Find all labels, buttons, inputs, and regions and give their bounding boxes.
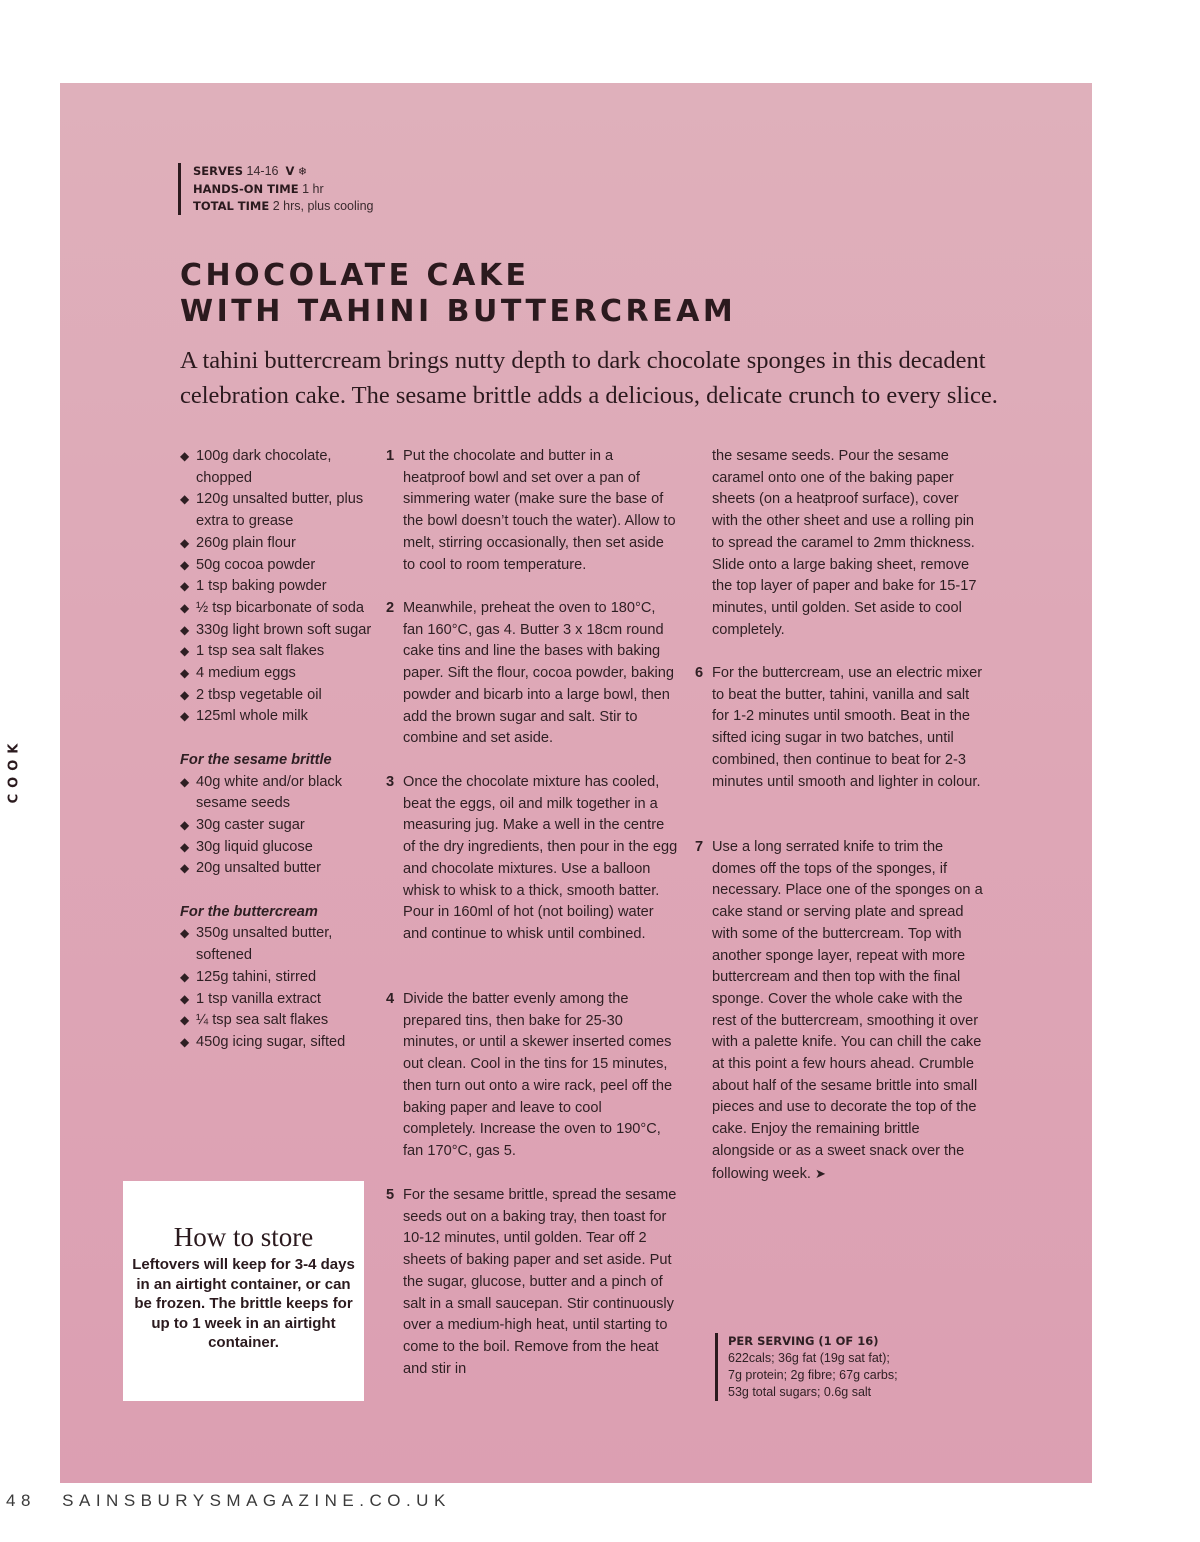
ingredient-text: 125ml whole milk <box>196 708 308 725</box>
section-label-text: COOK <box>6 737 22 803</box>
ingredient-text: 30g caster sugar <box>196 816 305 833</box>
step-number: 2 <box>386 600 395 616</box>
method-step <box>386 1185 678 1380</box>
method-step-continued <box>695 446 985 663</box>
diamond-bullet-icon: ◆ <box>180 774 190 789</box>
ingredient-item <box>180 446 375 489</box>
recipe-intro: A tahini buttercream brings nutty depth to dark chocolate sponges in this decadent celebration cake. The sesame brittle adds a delicious, delicate crunch to every slice. <box>180 347 998 409</box>
ingredient-text: 1 tsp baking powder <box>196 578 327 595</box>
ingredient-text: 1 tsp vanilla extract <box>196 990 321 1007</box>
diamond-bullet-icon: ◆ <box>180 622 190 637</box>
ingredient-item <box>180 815 375 837</box>
step-text: Use a long serrated knife to trim the domes off the tops of the sponges, if necessary. Place one of the sponges on a cake stand or serving plate and spread with some of the buttercream. Top with another sponge layer, repeat with more buttercream and then top with the final sponge. Cover the whole cake with the rest of the buttercream, smoothing it over with a palette knife. You can chill the cake at this point a few hours ahead. Crumble about half of the sesame brittle into small pieces and use to decorate the top of the cake. Enjoy the remaining brittle alongside or as a sweet snack over the following week. <box>712 839 983 1182</box>
diamond-bullet-icon: ◆ <box>180 991 190 1006</box>
ingredient-text: ¼ tsp sea salt flakes <box>196 1012 329 1029</box>
serves-label: SERVES <box>193 164 244 178</box>
total-time-row <box>193 198 373 215</box>
ingredient-item <box>180 576 375 598</box>
diamond-bullet-icon: ◆ <box>180 492 190 507</box>
site-url[interactable]: SAINSBURYSMAGAZINE.CO.UK <box>62 1491 451 1510</box>
recipe-meta <box>178 163 373 215</box>
step-number: 3 <box>386 774 395 790</box>
diamond-bullet-icon: ◆ <box>180 1013 190 1028</box>
ingredient-text: 100g dark chocolate, chopped <box>196 448 332 486</box>
method-column-right <box>695 446 985 1185</box>
section-label <box>4 730 24 810</box>
buttercream-heading: For the buttercream <box>180 903 318 920</box>
how-to-store-heading: How to store <box>173 1222 314 1252</box>
serves-row <box>193 163 373 181</box>
method-step <box>386 989 678 1185</box>
diamond-bullet-icon: ◆ <box>180 969 190 984</box>
page-number: 48 <box>6 1491 36 1510</box>
diamond-bullet-icon: ◆ <box>180 600 190 615</box>
ingredient-item <box>180 923 375 966</box>
step-text: Meanwhile, preheat the oven to 180°C, fan 160°C, gas 4. Butter 3 x 18cm round cake tins and line the bases with baking paper. Sift the flour, cocoa powder, baking powder and bicarb into a large bowl, then add the brown sugar and salt. Stir to combine and set aside. <box>403 600 674 747</box>
ingredient-text: 330g light brown soft sugar <box>196 621 372 638</box>
nutrition-heading: PER SERVING (1 OF 16) <box>728 1334 879 1348</box>
ingredient-text: 4 medium eggs <box>196 665 296 682</box>
nutrition-info <box>715 1333 898 1401</box>
nutrition-line: 7g protein; 2g fibre; 67g carbs; <box>728 1368 898 1382</box>
method-step <box>386 772 678 989</box>
nutrition-line: 622cals; 36g fat (19g sat fat); <box>728 1351 890 1365</box>
ingredient-text: 450g icing sugar, sifted <box>196 1033 346 1050</box>
ingredient-item <box>180 685 375 707</box>
step-text: For the sesame brittle, spread the sesame seeds out on a baking tray, then toast for 10-12 minutes, until golden. Tear off 2 sheets of baking paper and set aside. Put the sugar, glucose, butter and a pinch of salt in a small saucepan. Stir continuously over a medium-high heat, until starting to come to the boil. Remove from the heat and stir in <box>403 1187 677 1377</box>
step-number: 5 <box>386 1187 395 1203</box>
ingredient-item <box>180 967 375 989</box>
ingredient-text: 260g plain flour <box>196 534 296 551</box>
ingredient-text: 120g unsalted butter, plus extra to grease <box>196 491 364 530</box>
ingredient-item <box>180 1032 375 1054</box>
ingredient-text: 20g unsalted butter <box>196 860 321 877</box>
ingredients-brittle-list <box>180 772 375 881</box>
recipe-title <box>180 258 736 330</box>
ingredient-item <box>180 663 375 685</box>
method-column-middle <box>386 446 678 1380</box>
page-footer <box>6 1491 451 1511</box>
diamond-bullet-icon: ◆ <box>180 817 190 832</box>
ingredient-item <box>180 533 375 555</box>
ingredients-buttercream-list <box>180 923 375 1053</box>
ingredient-item <box>180 989 375 1011</box>
ingredients-column <box>180 446 375 1054</box>
diamond-bullet-icon: ◆ <box>180 1034 190 1049</box>
diamond-bullet-icon: ◆ <box>180 839 190 854</box>
step-text: Divide the batter evenly among the prepared tins, then bake for 25-30 minutes, or until a skewer inserted comes out clean. Cool in the tins for 15 minutes, then turn out onto a wire rack, peel off the baking paper and leave to cool completely. Increase the oven to 190°C, fan 170°C, gas 5. <box>403 991 673 1159</box>
ingredient-text: 30g liquid glucose <box>196 838 313 855</box>
ingredient-text: 50g cocoa powder <box>196 556 316 573</box>
ingredient-item <box>180 555 375 577</box>
ingredient-item <box>180 706 375 728</box>
step-number: 1 <box>386 448 395 464</box>
ingredient-item <box>180 620 375 642</box>
hands-on-value: 1 hr <box>302 182 324 196</box>
snowflake-icon: ❄ <box>297 166 308 178</box>
method-step <box>386 598 678 772</box>
ingredient-item <box>180 489 375 532</box>
ingredient-text: 2 tbsp vegetable oil <box>196 686 322 703</box>
ingredient-item <box>180 837 375 859</box>
title-line-2: WITH TAHINI BUTTERCREAM <box>180 294 737 329</box>
step-text: the sesame seeds. Pour the sesame caramel onto one of the baking paper sheets (on a heatproof surface), cover with the other sheet and use a rolling pin to spread the caramel to 2mm thickness. Slide onto a large baking sheet, remove the top layer of paper and bake for 15-17 minutes, until golden. Set aside to cool completely. <box>712 448 977 638</box>
diamond-bullet-icon: ◆ <box>180 557 190 572</box>
step-number: 4 <box>386 991 395 1007</box>
diamond-bullet-icon: ◆ <box>180 666 190 681</box>
diamond-bullet-icon: ◆ <box>180 926 190 941</box>
ingredient-item <box>180 858 375 880</box>
ingredient-item <box>180 641 375 663</box>
vegetarian-badge: V <box>285 164 295 178</box>
step-number: 7 <box>695 839 704 855</box>
step-number: 6 <box>695 665 704 681</box>
ingredient-item <box>180 598 375 620</box>
ingredient-text: 40g white and/or black sesame seeds <box>196 773 343 812</box>
hands-on-row <box>193 181 373 198</box>
title-line-1: CHOCOLATE CAKE <box>180 258 530 293</box>
ingredients-main-list <box>180 446 375 728</box>
diamond-bullet-icon: ◆ <box>180 579 190 594</box>
diamond-bullet-icon: ◆ <box>180 709 190 724</box>
diamond-bullet-icon: ◆ <box>180 861 190 876</box>
ingredient-text: 125g tahini, stirred <box>196 968 317 985</box>
step-text: Once the chocolate mixture has cooled, beat the eggs, oil and milk together in a measuring jug. Make a well in the centre of the dry ingredients, then pour in the egg and chocolate mixtures. Use a balloon whisk to whisk to a thick, smooth batter. Pour in 160ml of hot (not boiling) water and continue to whisk until combined. <box>403 774 678 942</box>
hands-on-label: HANDS-ON TIME <box>193 182 299 196</box>
ingredient-item <box>180 1010 375 1032</box>
method-step <box>695 663 985 837</box>
ingredient-text: 350g unsalted butter, softened <box>196 925 333 964</box>
total-time-value: 2 hrs, plus cooling <box>272 199 374 213</box>
brittle-heading: For the sesame brittle <box>180 751 332 768</box>
ingredient-text: ½ tsp bicarbonate of soda <box>196 599 364 616</box>
serves-value: 14-16 <box>246 164 279 178</box>
diamond-bullet-icon: ◆ <box>180 535 190 550</box>
diamond-bullet-icon: ◆ <box>180 644 190 659</box>
method-step <box>386 446 678 598</box>
continue-arrow-icon: ➤ <box>815 1165 826 1181</box>
how-to-store-text: Leftovers will keep for 3-4 days in an airtight container, or can be frozen. The brittle keeps for up to 1 week in an airtight container. <box>132 1256 355 1351</box>
diamond-bullet-icon: ◆ <box>180 687 190 702</box>
ingredient-text: 1 tsp sea salt flakes <box>196 643 325 660</box>
ingredient-item <box>180 772 375 815</box>
nutrition-line: 53g total sugars; 0.6g salt <box>728 1385 872 1399</box>
step-text: For the buttercream, use an electric mixer to beat the butter, tahini, vanilla and salt for 1-2 minutes until smooth. Beat in the sifted icing sugar in two batches, until combined, then continue to beat for 2-3 minutes until smooth and lighter in colour. <box>712 665 983 790</box>
how-to-store-box <box>123 1181 364 1401</box>
diamond-bullet-icon: ◆ <box>180 449 190 463</box>
step-text: Put the chocolate and butter in a heatproof bowl and set over a pan of simmering water (make sure the base of the bowl doesn’t touch the water). Allow to melt, stirring occasionally, then set aside to cool to room temperature. <box>403 448 676 573</box>
method-step <box>695 837 985 1185</box>
total-time-label: TOTAL TIME <box>193 199 270 213</box>
